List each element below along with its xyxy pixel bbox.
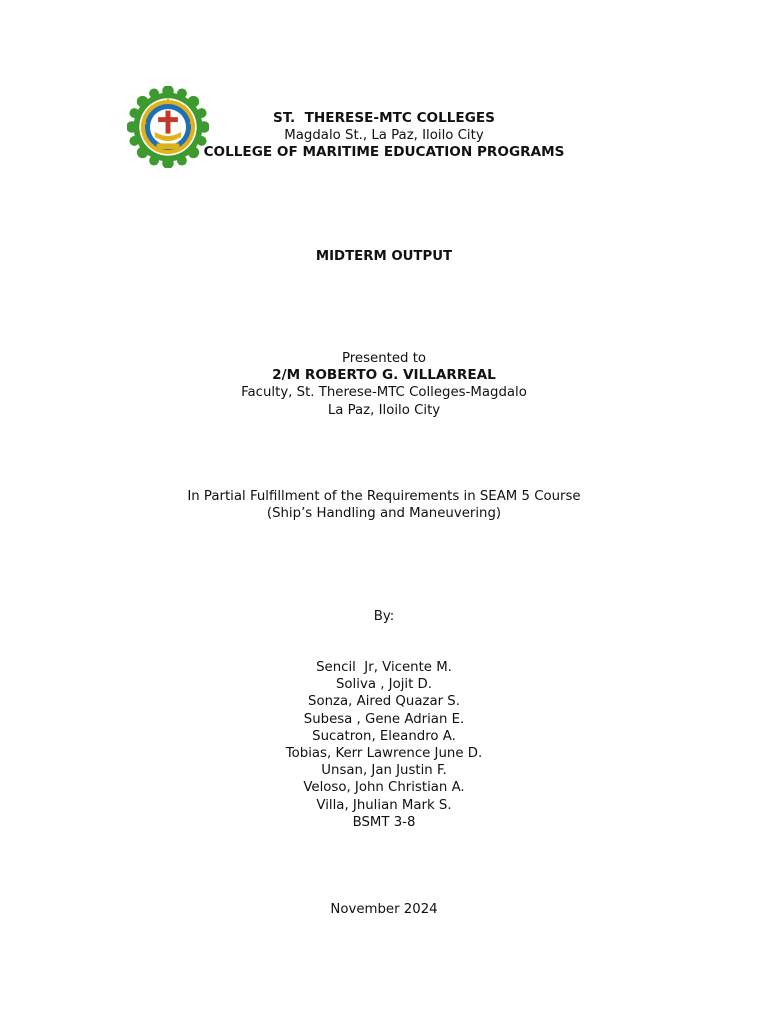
author-item: Sucatron, Eleandro A.	[312, 728, 456, 744]
institution-address: Magdalo St., La Paz, Iloilo City	[284, 128, 484, 144]
document-date: November 2024	[330, 902, 438, 917]
author-item: Unsan, Jan Justin F.	[321, 763, 447, 779]
college-name: COLLEGE OF MARITIME EDUCATION PROGRAMS	[203, 144, 565, 161]
presented-block	[0, 350, 768, 419]
section-label: BSMT 3-8	[352, 814, 416, 830]
presented-name: 2/M ROBERTO G. VILLARREAL	[272, 367, 496, 384]
fulfillment-line-2: (Ship’s Handling and Maneuvering)	[266, 506, 502, 522]
by-label: By:	[373, 609, 395, 624]
author-item: Tobias, Kerr Lawrence June D.	[285, 746, 483, 762]
authors-list	[0, 659, 768, 831]
document-header	[0, 110, 768, 162]
author-item: Soliva , Jojit D.	[335, 677, 432, 693]
presented-label: Presented to	[341, 351, 427, 366]
author-item: Villa, Jhulian Mark S.	[316, 797, 452, 813]
author-item: Subesa , Gene Adrian E.	[303, 711, 465, 727]
author-item: Sonza, Aired Quazar S.	[308, 694, 460, 710]
institution-name: ST. THERESE-MTC COLLEGES	[273, 110, 495, 126]
author-item: Veloso, John Christian A.	[303, 780, 465, 796]
presented-position: Faculty, St. Therese-MTC Colleges-Magdalo	[241, 385, 527, 401]
presented-location: La Paz, Iloilo City	[327, 402, 441, 418]
by-block	[0, 608, 768, 625]
date-block	[0, 901, 768, 918]
fulfillment-line-1: In Partial Fulfillment of the Requirements in SEAM 5 Course	[187, 489, 581, 504]
fulfillment-block	[0, 488, 768, 522]
title-block	[0, 248, 768, 265]
author-item: Sencil Jr, Vicente M.	[316, 660, 452, 675]
document-title: MIDTERM OUTPUT	[315, 249, 453, 264]
